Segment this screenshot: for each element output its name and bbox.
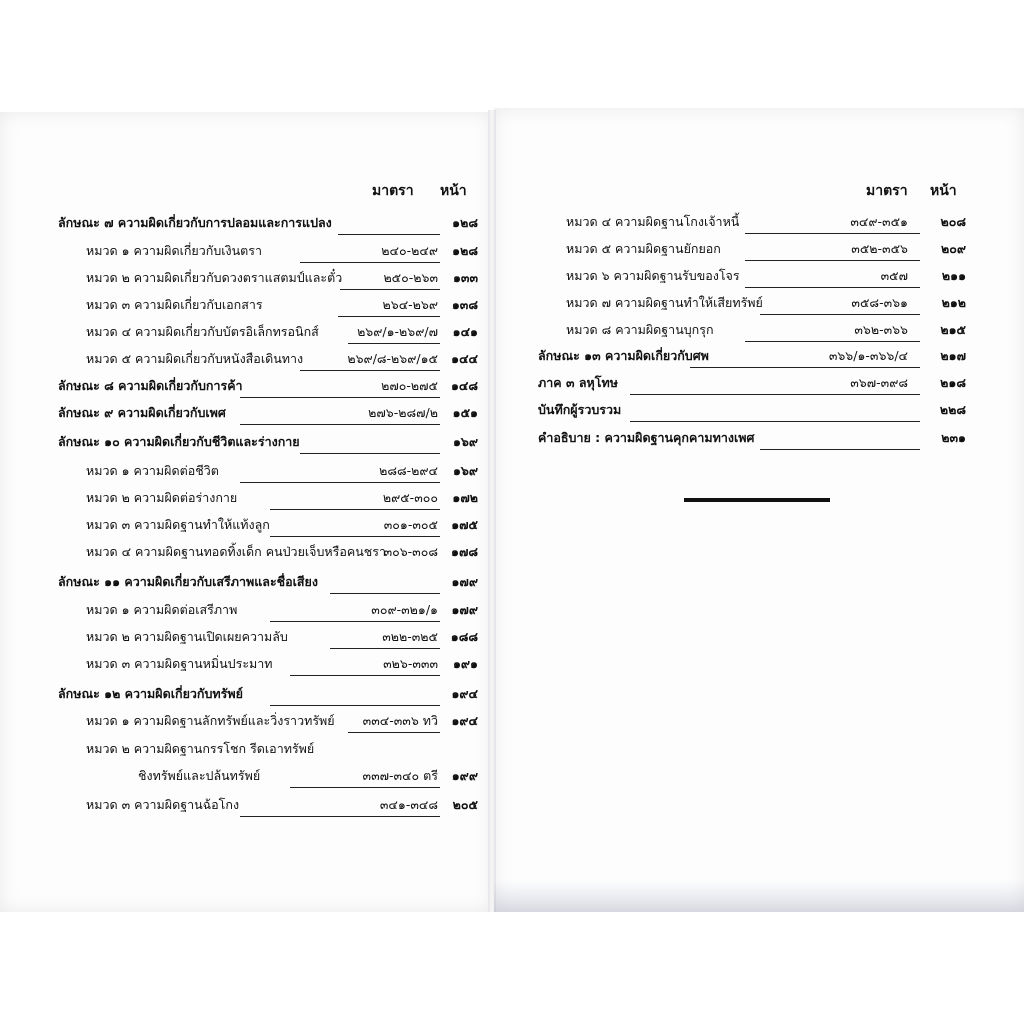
toc-section-range: ๒๗๐-๒๗๕ <box>381 378 438 393</box>
toc-entry-title: หมวด ๓ ความผิดฐานหมิ่นประมาท <box>86 656 273 671</box>
toc-entry-title: ลักษณะ ๙ ความผิดเกี่ยวกับเพศ <box>58 405 226 420</box>
toc-row <box>0 739 1024 759</box>
toc-section-range: ๒๗๖-๒๘๗/๒ <box>368 405 438 420</box>
toc-leader-line <box>630 394 920 395</box>
toc-leader-line <box>745 260 920 261</box>
toc-page-number: ๑๙๔ <box>451 686 478 701</box>
toc-row <box>0 373 1024 393</box>
toc-entry-title: หมวด ๑ ความผิดฐานลักทรัพย์และวิ่งราวทรัพย์ <box>86 713 335 728</box>
toc-entry-title: หมวด ๕ ความผิดฐานยักยอก <box>566 241 721 256</box>
toc-entry-title: ลักษณะ ๘ ความผิดเกี่ยวกับการค้า <box>58 378 243 393</box>
toc-page-number: ๒๐๕ <box>452 797 478 812</box>
toc-leader-line <box>300 370 440 371</box>
toc-entry-title: ภาค ๓ ลหุโทษ <box>538 375 618 390</box>
toc-leader-line <box>745 341 920 342</box>
toc-page-number: ๑๗๘ <box>451 544 478 559</box>
toc-page-number: ๑๖๙ <box>452 434 478 449</box>
toc-page-number: ๑๕๑ <box>452 405 478 420</box>
toc-section-range: ๓๓๗-๓๔๐ ตรี <box>362 768 438 783</box>
toc-page-number: ๑๗๙ <box>451 602 478 617</box>
toc-entry-title: คำอธิบาย : ความผิดฐานคุกคามทางเพศ <box>538 430 755 445</box>
toc-row <box>0 795 1024 815</box>
toc-entry-title: ลักษณะ ๑๒ ความผิดเกี่ยวกับทรัพย์ <box>58 686 243 701</box>
toc-entry-title: หมวด ๓ ความผิดฐานฉ้อโกง <box>86 797 240 812</box>
toc-row <box>0 600 1024 620</box>
toc-leader-line <box>330 648 440 649</box>
toc-row <box>0 293 1024 313</box>
toc-page-number: ๑๙๔ <box>451 713 478 728</box>
page-edge-shadow <box>494 880 1024 912</box>
toc-entry-title: หมวด ๒ ความผิดเกี่ยวกับดวงตราแสตมป์และตั๋ว <box>86 270 343 285</box>
toc-page-number: ๒๒๘ <box>939 402 966 417</box>
toc-row <box>0 320 1024 340</box>
toc-section-range: ๒๔๐-๒๔๙ <box>381 243 438 258</box>
toc-leader-line <box>270 536 440 537</box>
toc-row <box>0 239 1024 259</box>
toc-section-range: ๒๘๘-๒๙๔ <box>379 463 438 478</box>
toc-section-range: ๓๔๑-๓๔๘ <box>379 797 438 812</box>
right-header-page: หน้า <box>930 183 957 199</box>
toc-page-number: ๑๔๑ <box>452 324 478 339</box>
toc-section-range: ๓๕๒-๓๕๖ <box>851 241 908 256</box>
toc-leader-line <box>270 621 440 622</box>
toc-entry-title: หมวด ๗ ความผิดฐานทำให้เสียทรัพย์ <box>566 295 763 310</box>
toc-page-number: ๒๐๘ <box>940 214 966 229</box>
toc-leader-line <box>300 262 440 263</box>
toc-leader-line <box>760 314 920 315</box>
toc-leader-line <box>760 449 920 450</box>
toc-section-range: ๓๒๒-๓๒๕ <box>382 629 438 644</box>
toc-page-number: ๑๗๒ <box>452 490 478 505</box>
toc-section-range: ๒๖๙/๑-๒๖๙/๗ <box>357 324 438 339</box>
toc-section-range: ๓๒๖-๓๓๓ <box>383 656 438 671</box>
toc-page-number: ๑๓๘ <box>451 297 478 312</box>
toc-entry-title: ลักษณะ ๗ ความผิดเกี่ยวกับการปลอมและการแปลง <box>58 215 332 230</box>
toc-leader-line <box>690 367 920 368</box>
toc-section-range: ๓๖๒-๓๖๖ <box>854 322 908 337</box>
toc-entry-title: หมวด ๓ ความผิดฐานทำให้แท้งลูก <box>86 517 270 532</box>
toc-page-number: ๑๙๑ <box>452 656 478 671</box>
toc-section-range: ๒๖๙/๘-๒๖๙/๑๕ <box>347 351 438 366</box>
left-header-page: หน้า <box>440 183 467 199</box>
toc-entry-title: หมวด ๒ ความผิดฐานเปิดเผยความลับ <box>86 629 288 644</box>
toc-leader-line <box>330 593 440 594</box>
toc-section-range: ๓๕๗ <box>880 268 908 283</box>
toc-entry-title: หมวด ๑ ความผิดต่อเสรีภาพ <box>86 602 238 617</box>
toc-page-number: ๒๑๗ <box>940 348 966 363</box>
toc-section-range: ๓๕๘-๓๖๑ <box>851 295 908 310</box>
toc-row <box>0 266 1024 286</box>
toc-entry-title: หมวด ๒ ความผิดต่อร่างกาย <box>86 490 238 505</box>
toc-leader-line <box>290 675 440 676</box>
toc-row <box>0 766 1024 786</box>
toc-page-number: ๑๒๘ <box>452 243 478 258</box>
toc-leader-line <box>340 289 440 290</box>
toc-row <box>0 684 1024 704</box>
toc-row <box>0 461 1024 481</box>
toc-page-number: ๒๓๑ <box>941 430 966 445</box>
toc-page-number: ๑๘๘ <box>450 629 478 644</box>
toc-page-number: ๒๑๕ <box>940 322 966 337</box>
right-header-section: มาตรา <box>866 183 908 199</box>
toc-leader-line <box>745 233 920 234</box>
toc-leader-line <box>338 234 440 235</box>
toc-page-number: ๒๐๙ <box>940 241 966 256</box>
toc-section-range: ๓๔๙-๓๕๑ <box>850 214 908 229</box>
toc-leader-line <box>630 421 920 422</box>
toc-leader-line <box>300 453 440 454</box>
toc-entry-title: บันทึกผู้รวบรวม <box>538 402 622 417</box>
toc-entry-title: หมวด ๘ ความผิดฐานบุกรุก <box>566 322 714 337</box>
toc-page-number: ๒๑๘ <box>940 375 966 390</box>
toc-page-number: ๑๖๙ <box>452 463 478 478</box>
toc-row <box>0 542 1024 562</box>
end-divider-line <box>684 498 830 502</box>
toc-page-number: ๒๑๑ <box>941 268 966 283</box>
toc-section-range: ๓๐๖-๓๐๘ <box>383 544 438 559</box>
toc-row <box>0 572 1024 592</box>
toc-row <box>0 711 1024 731</box>
toc-section-range: ๓๐๑-๓๐๕ <box>383 517 438 532</box>
toc-entry-title: ชิงทรัพย์และปล้นทรัพย์ <box>138 768 261 783</box>
toc-entry-title: หมวด ๔ ความผิดฐานทอดทิ้งเด็ก คนป่วยเจ็บหรือคนชรา <box>86 544 387 559</box>
toc-entry-title: หมวด ๔ ความผิดฐานโกงเจ้าหนี้ <box>566 214 740 229</box>
toc-section-range: ๒๙๕-๓๐๐ <box>382 490 438 505</box>
toc-section-range: ๒๕๐-๒๖๓ <box>383 270 438 285</box>
toc-leader-line <box>270 509 440 510</box>
toc-entry-title: หมวด ๑ ความผิดต่อชีวิต <box>86 463 219 478</box>
left-header-section: มาตรา <box>372 183 414 199</box>
toc-row <box>0 488 1024 508</box>
toc-leader-line <box>745 287 920 288</box>
toc-row <box>0 654 1024 674</box>
toc-page-number: ๑๓๓ <box>452 270 478 285</box>
toc-section-range: ๓๖๖/๑-๓๖๖/๔ <box>828 348 908 363</box>
toc-entry-title: หมวด ๑ ความผิดเกี่ยวกับเงินตรา <box>86 243 263 258</box>
toc-entry-title: ลักษณะ ๑๐ ความผิดเกี่ยวกับชีวิตและร่างกาย <box>58 434 300 449</box>
toc-entry-title: หมวด ๖ ความผิดฐานรับของโจร <box>566 268 740 283</box>
toc-entry-title: ลักษณะ ๑๑ ความผิดเกี่ยวกับเสรีภาพและชื่อเสียง <box>58 574 318 589</box>
toc-section-range: ๒๖๔-๒๖๙ <box>382 297 438 312</box>
toc-row <box>0 400 1024 420</box>
toc-page-number: ๑๒๘ <box>452 215 478 230</box>
toc-row <box>0 212 1024 232</box>
toc-leader-line <box>240 482 440 483</box>
toc-leader-line <box>290 787 440 788</box>
toc-leader-line <box>338 316 440 317</box>
toc-row <box>0 428 1024 448</box>
toc-leader-line <box>240 397 440 398</box>
toc-entry-title: หมวด ๓ ความผิดเกี่ยวกับเอกสาร <box>86 297 263 312</box>
toc-leader-line <box>348 343 440 344</box>
toc-page-number: ๒๑๒ <box>941 295 966 310</box>
toc-page-number: ๑๙๙ <box>451 768 478 783</box>
toc-row <box>0 515 1024 535</box>
toc-leader-line <box>240 424 440 425</box>
toc-entry-title: หมวด ๕ ความผิดเกี่ยวกับหนังสือเดินทาง <box>86 351 304 366</box>
toc-leader-line <box>270 705 440 706</box>
toc-leader-line <box>348 732 440 733</box>
toc-page-number: ๑๔๔ <box>451 351 478 366</box>
toc-section-range: ๓๓๔-๓๓๖ ทวิ <box>362 713 438 728</box>
toc-page-number: ๑๗๙ <box>451 574 478 589</box>
toc-leader-line <box>240 816 440 817</box>
toc-page-number: ๑๗๕ <box>451 517 478 532</box>
toc-row <box>0 627 1024 647</box>
toc-section-range: ๓๖๗-๓๙๘ <box>850 375 908 390</box>
toc-row <box>0 346 1024 366</box>
toc-entry-title: ลักษณะ ๑๓ ความผิดเกี่ยวกับศพ <box>538 348 709 363</box>
toc-page-number: ๑๔๘ <box>450 378 478 393</box>
toc-section-range: ๓๐๙-๓๒๑/๑ <box>371 602 438 617</box>
toc-entry-title: หมวด ๒ ความผิดฐานกรรโชก รีดเอาทรัพย์ <box>86 741 315 756</box>
toc-entry-title: หมวด ๔ ความผิดเกี่ยวกับบัตรอิเล็กทรอนิกส์ <box>86 324 319 339</box>
